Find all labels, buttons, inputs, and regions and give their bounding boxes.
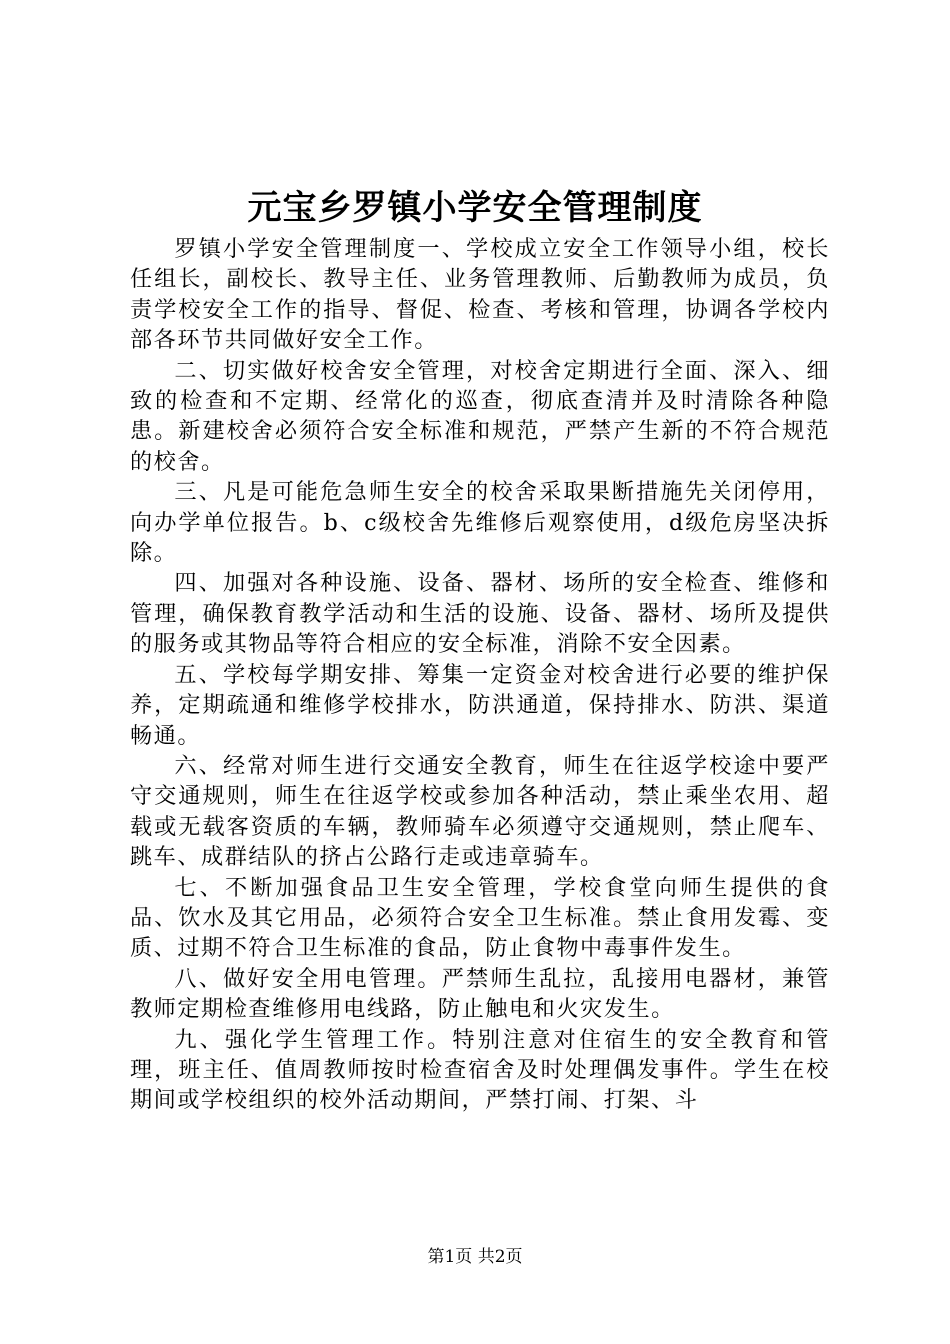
document-title: 元宝乡罗镇小学安全管理制度: [247, 188, 703, 228]
paragraph-3: 三、凡是可能危急师生安全的校舍采取果断措施先关闭停用，向办学单位报告。b、c级校舍先维修后观察使用，d级危房坚决拆除。: [130, 479, 830, 567]
paragraph-6: 六、经常对师生进行交通安全教育，师生在往返学校途中要严守交通规则，师生在往返学校或参加各种活动，禁止乘坐农用、超载或无载客资质的车辆，教师骑车必须遵守交通规则，禁止爬车、跳车、成群结队的挤占公路行走或违章骑车。: [130, 752, 830, 871]
paragraph-7: 七、不断加强食品卫生安全管理，学校食堂向师生提供的食品、饮水及其它用品，必须符合安全卫生标准。禁止食用发霉、变质、过期不符合卫生标准的食品，防止食物中毒事件发生。: [130, 874, 830, 962]
paragraph-4: 四、加强对各种设施、设备、器材、场所的安全检查、维修和管理，确保教育教学活动和生活的设施、设备、器材、场所及提供的服务或其物品等符合相应的安全标准，消除不安全因素。: [130, 570, 830, 658]
paragraph-8: 八、做好安全用电管理。严禁师生乱拉，乱接用电器材，兼管教师定期检查维修用电线路，防止触电和火灾发生。: [130, 965, 830, 1023]
paragraph-9: 九、强化学生管理工作。特别注意对住宿生的安全教育和管理，班主任、值周教师按时检查宿舍及时处理偶发事件。学生在校期间或学校组织的校外活动期间，严禁打闹、打架、斗: [130, 1026, 830, 1114]
paragraph-2: 二、切实做好校舍安全管理，对校舍定期进行全面、深入、细致的检查和不定期、经常化的巡查，彻底查清并及时清除各种隐患。新建校舍必须符合安全标准和规范，严禁产生新的不符合规范的校舍。: [130, 357, 830, 475]
document-body: [130, 234, 830, 1116]
page-number-footer: 第1页 共2页: [427, 1247, 523, 1267]
paragraph-1: 罗镇小学安全管理制度一、学校成立安全工作领导小组，校长任组长，副校长、教导主任、业务管理教师、后勤教师为成员，负责学校安全工作的指导、督促、检查、考核和管理，协调各学校内部各环节共同做好安全工作。: [130, 236, 830, 354]
paragraph-5: 五、学校每学期安排、筹集一定资金对校舍进行必要的维护保养，定期疏通和维修学校排水，防洪通道，保持排水、防洪、渠道畅通。: [130, 661, 830, 749]
